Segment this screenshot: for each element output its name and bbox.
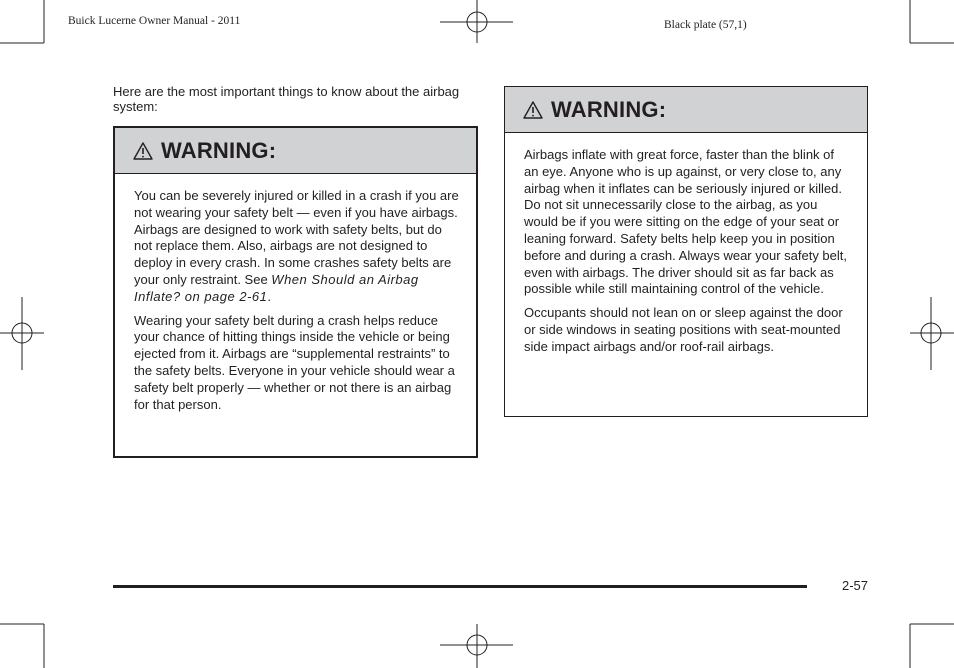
warning-title: WARNING: — [551, 96, 667, 122]
plate-label: Black plate (57,1) — [664, 19, 747, 31]
warning-triangle-icon — [523, 101, 543, 119]
warning-header — [115, 128, 476, 174]
footer-rule — [113, 585, 807, 588]
warning-triangle-icon — [133, 142, 153, 160]
warning-title: WARNING: — [161, 137, 277, 163]
warning-body — [115, 174, 476, 413]
warning-box-airbag-force — [504, 86, 868, 417]
warning-paragraph: Occupants should not lean on or sleep against the door or side windows in seating positions with seat-mounted side impact airbags and/or roof-rail airbags. — [524, 305, 843, 354]
page-number: 2-57 — [842, 578, 869, 593]
warning-header — [505, 87, 867, 133]
running-header-title: Buick Lucerne Owner Manual - 2011 — [68, 15, 241, 27]
warning-paragraph: Wearing your safety belt during a crash helps reduce your chance of hitting things inside the vehicle or being ejected from it. Airbags are “supplemental restraints” to the safety belts. Everyone in your vehicle should wear a safety belt properly — whether or not there is an airbag for that person. — [134, 312, 455, 412]
warning-body — [505, 133, 867, 356]
warning-paragraph: Airbags inflate with great force, faster than the blink of an eye. Anyone who is up against, or very close to, any airbag when it inflates can be seriously injured or killed. Do not sit unnecessarily close to the airbag, as you would be if you were sitting on the edge of your seat or leaning forward. Safety belts help keep you in position before and during a crash. Always wear your safety belt, even with airbags. The driver should sit as far back as possible while still maintaining control of the vehicle. — [524, 147, 848, 297]
warning-box-seatbelt — [113, 126, 478, 458]
warning-text: You can be severely injured or killed in a crash if you are not wearing your safety belt — even if you have airbags. Airbags are designed to work with safety belts, but do not replace them. Also, airbags are not designed to deploy in every crash. In some crashes safety belts are your only restraint. See — [134, 188, 459, 287]
warning-text-end: . — [267, 288, 272, 304]
cross-reference-link[interactable]: When Should an Airbag Inflate? on page 2-61 — [134, 271, 419, 304]
warning-paragraph — [134, 188, 460, 306]
intro-text: Here are the most important things to know about the airbag system: — [113, 84, 460, 114]
